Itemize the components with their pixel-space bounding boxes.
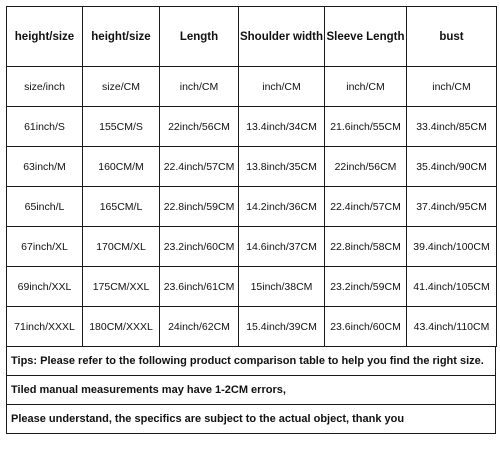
table-cell: 22inch/56CM bbox=[325, 147, 407, 187]
table-cell: 63inch/M bbox=[7, 147, 83, 187]
table-cell: 14.6inch/37CM bbox=[239, 227, 325, 267]
table-cell: 22.8inch/58CM bbox=[325, 227, 407, 267]
unit-cell: inch/CM bbox=[407, 67, 497, 107]
table-cell: 22.4inch/57CM bbox=[160, 147, 239, 187]
header-cell: bust bbox=[407, 7, 497, 67]
table-cell: 61inch/S bbox=[7, 107, 83, 147]
size-table bbox=[6, 6, 497, 347]
note-row bbox=[7, 376, 496, 405]
table-cell: 22inch/56CM bbox=[160, 107, 239, 147]
note-tips: Tips: Please refer to the following product comparison table to help you find the right size. bbox=[7, 347, 496, 376]
unit-cell: size/inch bbox=[7, 67, 83, 107]
table-cell: 37.4inch/95CM bbox=[407, 187, 497, 227]
unit-cell: size/CM bbox=[83, 67, 160, 107]
unit-cell: inch/CM bbox=[325, 67, 407, 107]
table-cell: 35.4inch/90CM bbox=[407, 147, 497, 187]
table-cell: 23.2inch/59CM bbox=[325, 267, 407, 307]
table-cell: 71inch/XXXL bbox=[7, 307, 83, 347]
table-cell: 21.6inch/55CM bbox=[325, 107, 407, 147]
table-cell: 155CM/S bbox=[83, 107, 160, 147]
header-cell: Sleeve Length bbox=[325, 7, 407, 67]
table-cell: 170CM/XL bbox=[83, 227, 160, 267]
table-cell: 67inch/XL bbox=[7, 227, 83, 267]
table-cell: 23.6inch/61CM bbox=[160, 267, 239, 307]
table-cell: 41.4inch/105CM bbox=[407, 267, 497, 307]
unit-row bbox=[7, 67, 497, 107]
header-row bbox=[7, 7, 497, 67]
table-row bbox=[7, 147, 497, 187]
table-cell: 180CM/XXXL bbox=[83, 307, 160, 347]
note-measurement-error: Tiled manual measurements may have 1-2CM errors, bbox=[7, 376, 496, 405]
header-cell: height/size bbox=[83, 7, 160, 67]
header-cell: height/size bbox=[7, 7, 83, 67]
table-cell: 23.2inch/60CM bbox=[160, 227, 239, 267]
header-cell: Length bbox=[160, 7, 239, 67]
table-cell: 24inch/62CM bbox=[160, 307, 239, 347]
table-cell: 160CM/M bbox=[83, 147, 160, 187]
table-cell: 22.8inch/59CM bbox=[160, 187, 239, 227]
unit-cell: inch/CM bbox=[239, 67, 325, 107]
table-cell: 39.4inch/100CM bbox=[407, 227, 497, 267]
unit-cell: inch/CM bbox=[160, 67, 239, 107]
table-cell: 15inch/38CM bbox=[239, 267, 325, 307]
table-cell: 13.4inch/34CM bbox=[239, 107, 325, 147]
note-row bbox=[7, 347, 496, 376]
table-cell: 15.4inch/39CM bbox=[239, 307, 325, 347]
table-cell: 33.4inch/85CM bbox=[407, 107, 497, 147]
header-cell: Shoulder width bbox=[239, 7, 325, 67]
notes-block bbox=[6, 347, 496, 434]
table-cell: 69inch/XXL bbox=[7, 267, 83, 307]
note-disclaimer: Please understand, the specifics are subject to the actual object, thank you bbox=[7, 405, 496, 434]
table-cell: 65inch/L bbox=[7, 187, 83, 227]
table-row bbox=[7, 227, 497, 267]
table-cell: 14.2inch/36CM bbox=[239, 187, 325, 227]
table-row bbox=[7, 267, 497, 307]
size-chart bbox=[6, 6, 496, 434]
table-cell: 22.4inch/57CM bbox=[325, 187, 407, 227]
note-row bbox=[7, 405, 496, 434]
table-row bbox=[7, 307, 497, 347]
table-row bbox=[7, 187, 497, 227]
table-cell: 43.4inch/110CM bbox=[407, 307, 497, 347]
table-row bbox=[7, 107, 497, 147]
table-cell: 175CM/XXL bbox=[83, 267, 160, 307]
table-cell: 23.6inch/60CM bbox=[325, 307, 407, 347]
table-cell: 165CM/L bbox=[83, 187, 160, 227]
table-cell: 13.8inch/35CM bbox=[239, 147, 325, 187]
